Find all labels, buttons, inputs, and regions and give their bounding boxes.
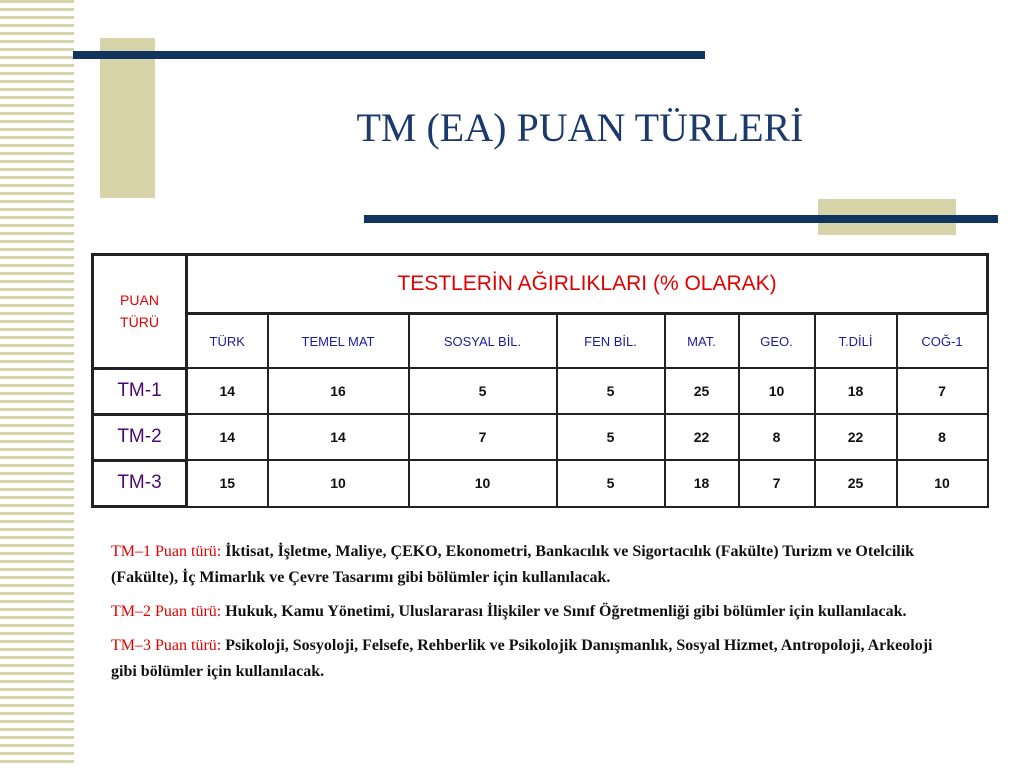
notes-section (111, 539, 961, 693)
table-row (93, 460, 988, 506)
table-cell: 22 (815, 414, 897, 460)
note-paragraph (111, 539, 961, 591)
note-paragraph (111, 599, 961, 625)
puan-turu-line1: PUAN (120, 292, 159, 309)
column-header: SOSYAL BİL. (409, 314, 557, 369)
table-cell: 8 (739, 414, 815, 460)
column-header: TEMEL MAT (268, 314, 409, 369)
table-row (93, 368, 988, 414)
table-cell: 5 (557, 460, 665, 506)
table-cell: 5 (409, 368, 557, 414)
weights-header: TESTLERİN AĞIRLIKLARI (% OLARAK) (187, 255, 988, 314)
table-cell: 14 (187, 368, 268, 414)
column-header: T.DİLİ (815, 314, 897, 369)
table-cell: 22 (665, 414, 739, 460)
table-cell: 10 (739, 368, 815, 414)
table-cell: 14 (268, 414, 409, 460)
table-cell: 18 (815, 368, 897, 414)
table-cell: 10 (897, 460, 988, 506)
table-cell: 8 (897, 414, 988, 460)
note-label: TM–2 Puan türü: (111, 603, 222, 620)
table-cell: 18 (665, 460, 739, 506)
table-cell: 7 (739, 460, 815, 506)
table-cell: 25 (815, 460, 897, 506)
table-cell: 7 (897, 368, 988, 414)
table-cell: 5 (557, 368, 665, 414)
puan-turu-line2: TÜRÜ (120, 314, 159, 331)
weights-table (91, 253, 989, 508)
table-cell: 14 (187, 414, 268, 460)
row-label: TM-1 (93, 368, 187, 414)
table-cell: 7 (409, 414, 557, 460)
table-cell: 15 (187, 460, 268, 506)
table-row (93, 414, 988, 460)
note-label: TM–1 Puan türü: (111, 543, 222, 560)
note-text: Hukuk, Kamu Yönetimi, Uluslararası İlişkiler ve Sınıf Öğretmenliği gibi bölümler için kullanılacak. (225, 603, 907, 620)
navy-rule-bottom (364, 215, 998, 223)
column-header: FEN BİL. (557, 314, 665, 369)
row-label: TM-2 (93, 414, 187, 460)
table-cell: 10 (268, 460, 409, 506)
left-stripe-decoration (0, 0, 74, 768)
navy-rule-top (73, 51, 705, 59)
note-label: TM–3 Puan türü: (111, 637, 222, 654)
note-paragraph (111, 633, 961, 685)
table-cell: 25 (665, 368, 739, 414)
table-cell: 5 (557, 414, 665, 460)
column-header: GEO. (739, 314, 815, 369)
row-label: TM-3 (93, 460, 187, 506)
column-header: TÜRK (187, 314, 268, 369)
column-header: MAT. (665, 314, 739, 369)
table-cell: 16 (268, 368, 409, 414)
slide-title: TM (EA) PUAN TÜRLERİ (356, 105, 804, 150)
tan-accent-block-top (100, 38, 155, 198)
puan-turu-header (93, 255, 187, 369)
note-text: Psikoloji, Sosyoloji, Felsefe, Rehberlik ve Psikolojik Danışmanlık, Sosyal Hizmet, Antropoloji, Arkeoloji gibi bölümler için kullanılacak. (111, 637, 933, 680)
column-header: COĞ-1 (897, 314, 988, 369)
table-cell: 10 (409, 460, 557, 506)
note-text: İktisat, İşletme, Maliye, ÇEKO, Ekonometri, Bankacılık ve Sigortacılık (Fakülte) Turizm ve Otelcilik (Fakülte), İç Mimarlık ve Çevre Tasarımı gibi bölümler için kullanılacak. (111, 543, 915, 586)
